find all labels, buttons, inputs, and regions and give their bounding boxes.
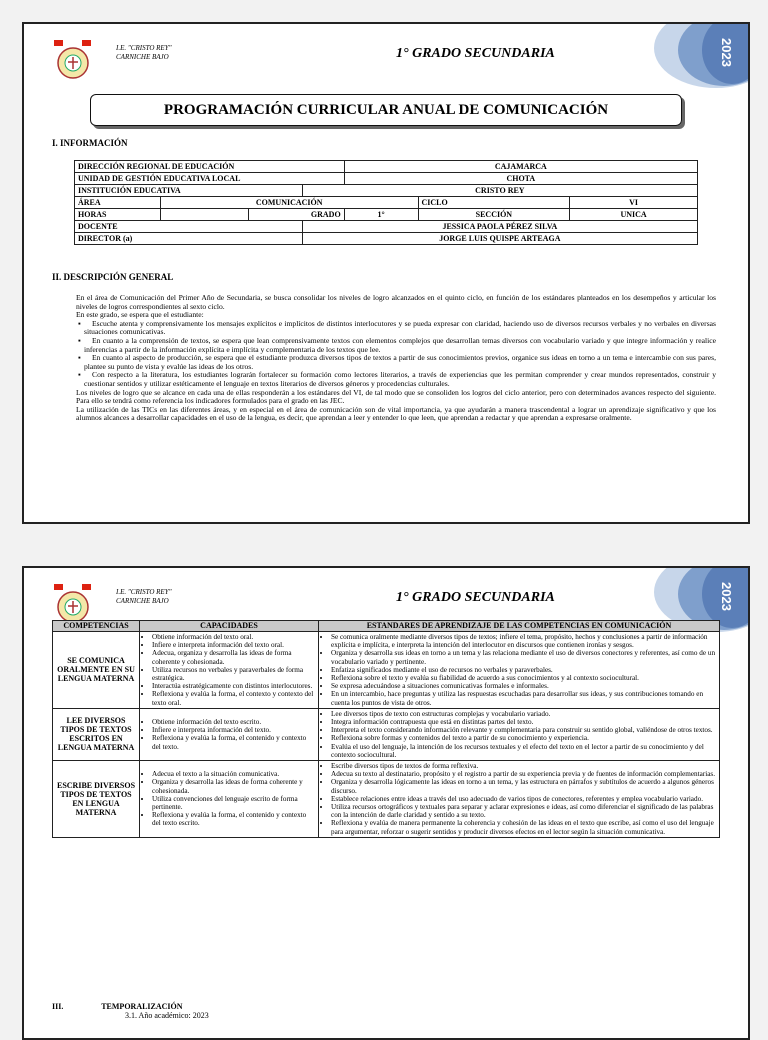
bullet-text: Escuche atenta y comprensivamente los mensajes explícitos e implícitos de distintos interlocutores y se pueda expresar con claridad, haciendo uso de diversos recursos verbales y no verbales en diversas situaciones comunicativas. [84, 318, 716, 337]
table-row [75, 197, 698, 209]
list-item: • Infiere e interpreta información del texto. [152, 726, 315, 734]
list-item: • Lee diversos tipos de texto con estructuras complejas y vocabulario variado. [331, 710, 716, 718]
list-item: • Interactúa estratégicamente con distintos interlocutores. [152, 682, 315, 690]
info-value: 1° [344, 209, 418, 221]
info-label: HORAS [75, 209, 161, 221]
list-item: • Utiliza recursos no verbales y paraverbales de forma estratégica. [152, 666, 315, 682]
bullet-text: En cuanto a la comprensión de textos, se espera que lean comprensivamente textos con elementos complejos que desarrollan temas diversos con vocabulario variado y que integre información y realice inferencias a partir de la información explícita e implícita y complementaria de los textos que lee. [84, 335, 716, 354]
info-label: GRADO [248, 209, 344, 221]
list-item: ▪ En cuanto a la comprensión de textos, se espera que lean comprensivamente textos con elementos complejos que desarrollan temas diversos con vocabulario variado y que integre información y realice inferencias a partir de la información explícita e implícita y complementaria de los textos que lee. [78, 335, 716, 354]
info-label: DOCENTE [75, 221, 303, 233]
table-row [53, 708, 720, 760]
list-item: ▪ Con respecto a la literatura, los estudiantes lograrán fortalecer su formación como lectores literarios, a través de experiencias que les permitan comprender y crear mundos representados, construir y cuestionar sentidos y utilizar estéticamente el lenguaje en textos literarios de diversos géneros y procedencias culturales. [78, 370, 716, 388]
school-line-1: I.E. "CRISTO REY" [116, 588, 172, 596]
general-description [76, 294, 716, 423]
table-row [75, 185, 698, 197]
list-item: • Organiza y desarrolla lógicamente las ideas en torno a un tema, y las estructura en párrafos y subtítulos de acuerdo a algunos géneros discurso. [331, 778, 716, 794]
document-page-2 [22, 566, 750, 1040]
list-item: • En un intercambio, hace preguntas y utiliza las respuestas escuchadas para desarrollar sus ideas, y sus contribuciones tomando en cuenta los puntos de vista de otros. [331, 690, 716, 706]
competency-name: LEE DIVERSOS TIPOS DE TEXTOS ESCRITOS EN LENGUA MATERNA [53, 708, 140, 760]
document-title: PROGRAMACIÓN CURRICULAR ANUAL DE COMUNICACIÓN [90, 94, 682, 126]
list-item: • Establece relaciones entre ideas a través del uso adecuado de varios tipos de conectores, referentes y emplea vocabulario variado. [331, 795, 716, 803]
temporalization-section [52, 1002, 209, 1020]
competency-name: SE COMUNICA ORALMENTE EN SU LENGUA MATERNA [53, 632, 140, 709]
list-item: • Se expresa adecuándose a situaciones comunicativas formales e informales. [331, 682, 716, 690]
section-heading-descripcion: II. DESCRIPCIÓN GENERAL [52, 272, 174, 282]
list-item: • Enfatiza significados mediante el uso de recursos no verbales y paraverbales. [331, 666, 716, 674]
document-page-1 [22, 22, 750, 524]
bullet-text: Con respecto a la literatura, los estudiantes lograrán fortalecer su formación como lectores literarios, a través de experiencias que les permitan comprender y crear mundos representados, construir y cuestionar sentidos y utilizar estéticamente el lenguaje en textos literarios de diversos géneros y procedencias culturales. [84, 370, 716, 388]
school-line-2: CARNICHE BAJO [116, 597, 169, 605]
info-value: JESSICA PAOLA PÉREZ SILVA [302, 221, 697, 233]
info-value-empty [160, 209, 248, 221]
capacities-cell [140, 761, 319, 838]
list-item: • Reflexiona sobre el texto y evalúa su fiabilidad de acuerdo a sus conocimientos y al contexto sociocultural. [331, 674, 716, 682]
list-item: • Utiliza recursos ortográficos y textuales para separar y aclarar expresiones e ideas, así como diferenciar el significado de las palabras con la intención de darle claridad y sentido a su texto. [331, 803, 716, 819]
school-crest-icon [52, 40, 94, 80]
table-row [75, 233, 698, 245]
grade-title: 1° GRADO SECUNDARIA [396, 590, 555, 605]
column-header: ESTANDARES DE APRENDIZAJE DE LAS COMPETENCIAS EN COMUNICACIÓN [319, 621, 720, 632]
info-label: DIRECCIÓN REGIONAL DE EDUCACIÓN [75, 161, 345, 173]
list-item: • Se comunica oralmente mediante diversos tipos de textos; infiere el tema, propósito, hechos y conclusiones a partir de información explícita e implícita, e interpreta la intención del interlocutor en discursos que contienen ironías y sesgos. [331, 633, 716, 649]
list-item: • Reflexiona y evalúa la forma, el contenido y contexto del texto escrito. [152, 811, 315, 827]
info-label: DIRECTOR (a) [75, 233, 303, 245]
list-item: • Adecua su texto al destinatario, propósito y el registro a partir de su experiencia previa y de fuentes de información complementarias. [331, 770, 716, 778]
info-label: INSTITUCIÓN EDUCATIVA [75, 185, 303, 197]
info-label: ÁREA [75, 197, 161, 209]
list-item: ▪ En cuanto al aspecto de producción, se espera que el estudiante produzca diversos tipos de textos a partir de sus conocimientos previos, organice sus ideas en torno a un tema e intercambie con sus pares, plantee su punto de vista y evalúe las ideas de los otros. [78, 353, 716, 371]
list-item: • Obtiene información del texto escrito. [152, 718, 315, 726]
year-banner-decoration [646, 22, 750, 98]
list-item: • Obtiene información del texto oral. [152, 633, 315, 641]
list-item: • Organiza y desarrolla las ideas de forma coherente y cohesionada. [152, 778, 315, 794]
list-item: • Infiere e interpreta información del texto oral. [152, 641, 315, 649]
table-row [75, 161, 698, 173]
info-value: COMUNICACIÓN [160, 197, 418, 209]
competencies-table [52, 620, 720, 838]
school-line-2: CARNICHE BAJO [116, 53, 169, 61]
info-value: CRISTO REY [302, 185, 697, 197]
table-row [75, 209, 698, 221]
list-item: ▪ Escuche atenta y comprensivamente los mensajes explícitos e implícitos de distintos interlocutores y se pueda expresar con claridad, haciendo uso de diversos recursos verbales y no verbales en diversas situaciones comunicativas. [78, 318, 716, 337]
info-label: CICLO [418, 197, 570, 209]
list-item: • Escribe diversos tipos de textos de forma reflexiva. [331, 762, 716, 770]
table-row [75, 173, 698, 185]
list-item: • Utiliza convenciones del lenguaje escrito de forma pertinente. [152, 795, 315, 811]
column-header: COMPETENCIAS [53, 621, 140, 632]
description-paragraph: La utilización de las TICs en las diferentes áreas, y en especial en el área de comunicación son de vital importancia, ya que ayudarán a manera trascendental a lograr un aprendizaje significativo y que los alumnos alcances a desarrollar capacidades en el uso de la lengua, es decir, que aprendan a leer y entender lo que leen, que aprendan a redactar y que aprendan a expresarse oralmente. [76, 404, 716, 423]
list-item: • Reflexiona y evalúa la forma, el contexto y contexto del texto oral. [152, 690, 315, 706]
section-heading-informacion: I. INFORMACIÓN [52, 138, 128, 148]
standards-cell [319, 761, 720, 838]
info-value: JORGE LUIS QUISPE ARTEAGA [302, 233, 697, 245]
info-value: UNICA [570, 209, 698, 221]
description-paragraph: Los niveles de logro que se alcance en cada una de ellas responderán a los estándares del VI, de tal modo que se consoliden los logros del ciclo anterior, pero con determinados avances respecto del siguiente. Para ello se tendrá como referencia los indicadores formulados para el grado en las JEC. [76, 387, 716, 406]
capacities-cell [140, 632, 319, 709]
list-item: • Reflexiona sobre formas y contenidos del texto a partir de su conocimiento y experiencia. [331, 734, 716, 742]
info-value: CAJAMARCA [344, 161, 697, 173]
capacities-cell [140, 708, 319, 760]
standards-cell [319, 632, 720, 709]
column-header: CAPACIDADES [140, 621, 319, 632]
competency-name: ESCRIBE DIVERSOS TIPOS DE TEXTOS EN LENGUA MATERNA [53, 761, 140, 838]
list-item: • Adecua, organiza y desarrolla las ideas de forma coherente y cohesionada. [152, 649, 315, 665]
bullet-text: En cuanto al aspecto de producción, se espera que el estudiante produzca diversos tipos de textos a partir de sus conocimientos previos, organice sus ideas en torno a un tema e intercambie con sus pares, plantee su punto de vista y evalúe las ideas de los otros. [84, 353, 716, 371]
table-row [53, 632, 720, 709]
list-item: • Reflexiona y evalúa la forma, el contenido y contexto del texto. [152, 734, 315, 750]
table-row [75, 221, 698, 233]
list-item: • Evalúa el uso del lenguaje, la intención de los recursos textuales y el efecto del texto en el lector a partir de su conocimiento y del contexto sociocultural. [331, 743, 716, 759]
table-header-row [53, 621, 720, 632]
page-header [24, 24, 748, 99]
info-label: UNIDAD DE GESTIÓN EDUCATIVA LOCAL [75, 173, 345, 185]
section-heading-temporalizacion: TEMPORALIZACIÓN [101, 1002, 183, 1011]
year-label: 2023 [719, 38, 734, 67]
info-value: CHOTA [344, 173, 697, 185]
list-item: • Adecua el texto a la situación comunicativa. [152, 770, 315, 778]
standards-cell [319, 708, 720, 760]
academic-year-line: 3.1. Año académico: 2023 [125, 1011, 209, 1020]
list-item: • Integra información contrapuesta que está en distintas partes del texto. [331, 718, 716, 726]
list-item: • Interpreta el texto considerando información relevante y complementaria para construir su sentido global, valiéndose de otros textos. [331, 726, 716, 734]
list-item: • Reflexiona y evalúa de manera permanente la coherencia y cohesión de las ideas en el texto que escribe, así como el uso del lenguaje para argumentar, reforzar o sugerir sentidos y producir diversos efectos en el lector según la situación comunicativa. [331, 819, 716, 835]
info-table [74, 160, 698, 245]
year-label: 2023 [719, 582, 734, 611]
school-crest-icon [52, 584, 94, 624]
description-intro: En el área de Comunicación del Primer Año de Secundaria, se busca consolidar los niveles de logro alcanzados en el quinto ciclo, en función de los estándares planteados en los desempeños y articular los niveles de logros correspondientes al sexto ciclo. [76, 293, 716, 311]
info-value: VI [570, 197, 698, 209]
table-row [53, 761, 720, 838]
list-item: • Organiza y desarrolla sus ideas en torno a un tema y las relaciona mediante el uso de diversos conectores y referentes, así como de un vocabulario variado y pertinente. [331, 649, 716, 665]
school-name [116, 44, 172, 62]
description-lead: En este grado, se espera que el estudiante: [76, 310, 204, 320]
info-label: SECCIÓN [418, 209, 570, 221]
school-name [116, 588, 172, 606]
school-line-1: I.E. "CRISTO REY" [116, 44, 172, 52]
section-number: III. [52, 1002, 64, 1011]
grade-title: 1° GRADO SECUNDARIA [396, 46, 555, 61]
